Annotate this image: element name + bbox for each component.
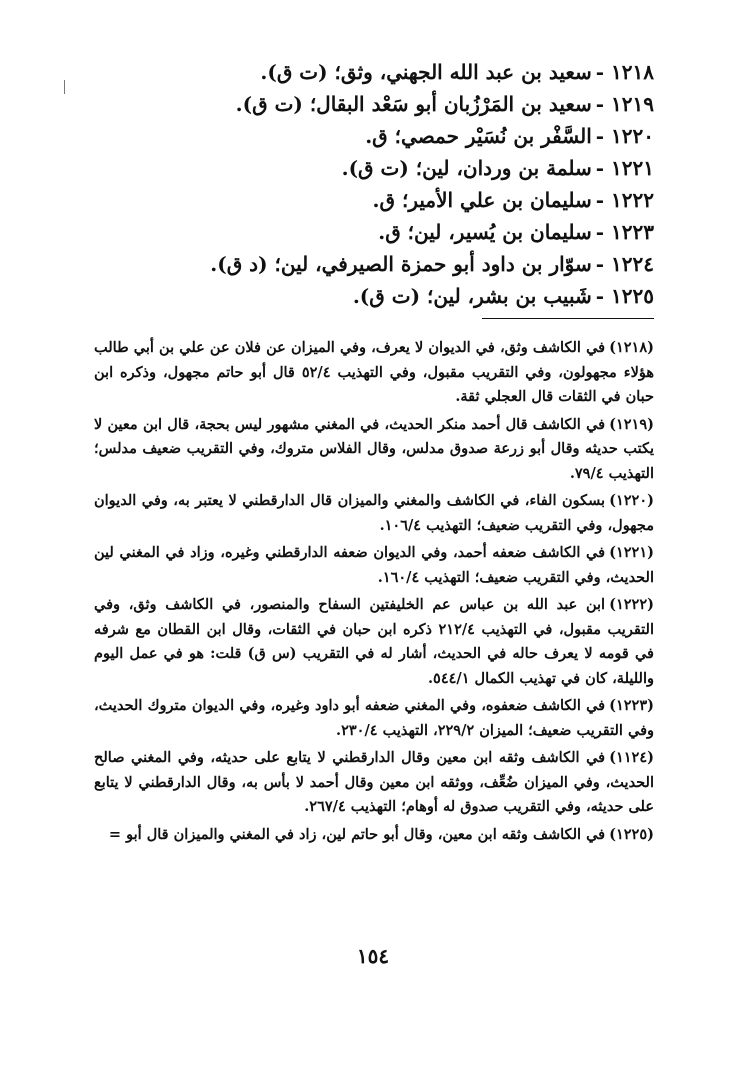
footnote-number: (١٢٢١) bbox=[609, 544, 654, 561]
entry-text: سعيد بن عبد الله الجهني، وثق؛ (ت ق). bbox=[260, 60, 592, 84]
footnote-1222 bbox=[94, 593, 654, 691]
entry-number: ١٢٢٥ - bbox=[595, 284, 654, 308]
entry-text: شَبيب بن بشر، لين؛ (ت ق). bbox=[352, 284, 592, 308]
footnote-number: (١٢٢٢) bbox=[609, 596, 654, 613]
footnote-1220 bbox=[94, 489, 654, 538]
entry-1218 bbox=[54, 56, 654, 88]
entry-1223 bbox=[54, 216, 654, 248]
footnote-text: في الكاشف ضعفه أحمد، وفي الديوان ضعفه الدارقطني وغيره، وزاد في المغني لين الحديث، وفي التقريب ضعيف؛ التهذيب ١٦٠/٤. bbox=[94, 544, 654, 586]
entry-text: سوّار بن داود أبو حمزة الصيرفي، لين؛ (د ق). bbox=[210, 252, 592, 276]
entry-text: سليمان بن يُسير، لين؛ ق. bbox=[378, 220, 592, 244]
footnote-text: في الكاشف وثقه ابن معين، وقال أبو حاتم لين، زاد في المغني والميزان قال أبو = bbox=[108, 825, 606, 843]
entry-number: ١٢٢٠ - bbox=[595, 124, 654, 148]
entry-1222 bbox=[54, 184, 654, 216]
footnote-1223 bbox=[94, 694, 654, 743]
entry-number: ١٢٢٤ - bbox=[595, 252, 654, 276]
footnote-number: (١٢١٩) bbox=[609, 415, 654, 433]
footnote-text: ابن عبد الله بن عباس عم الخليفتين السفاح والمنصور، في الكاشف وثق، وفي التقريب مقبول، في التهذيب ٢١٢/٤ ذكره ابن حبان في الثقات، وقال ابن القطان مع شرفه في قومه لا يعرف حاله في الحديث، أشار له في التقريب (س ق) قلت: هو في عمل اليوم والليلة، كان في تهذيب الكمال ٥٤٤/١. bbox=[94, 596, 654, 687]
entry-number: ١٢١٨ - bbox=[595, 60, 654, 84]
footnote-text: في الكاشف قال أحمد منكر الحديث، في المغني مشهور ليس بحجة، قال ابن معين لا يكتب حديثه وقال أبو زرعة صدوق مدلس، وقال الفلاس متروك، وفي التقريب ضعيف مدلس؛ التهذيب ٧٩/٤. bbox=[94, 415, 654, 482]
page-number: ١٥٤ bbox=[356, 944, 390, 968]
entry-number: ١٢٢٣ - bbox=[595, 220, 654, 244]
footnote-number: (١١٢٤) bbox=[609, 749, 654, 766]
footnote-number: (١٢٢٣) bbox=[609, 697, 654, 714]
entry-1220 bbox=[54, 120, 654, 152]
footnote-text: في الكاشف ضعفوه، وفي المغني ضعفه أبو داود وغيره، وفي الديوان متروك الحديث، وفي التقريب ضعيف؛ الميزان ٢٢٩/٢، التهذيب ٢٣٠/٤. bbox=[94, 697, 654, 739]
entry-1225 bbox=[54, 280, 654, 312]
entry-text: سعيد بن المَرْزُبان أبو سَعْد البقال؛ (ت ق). bbox=[235, 92, 592, 116]
entry-text: سليمان بن علي الأمير؛ ق. bbox=[372, 188, 592, 212]
footnotes bbox=[94, 336, 654, 850]
entry-number: ١٢٢١ - bbox=[595, 156, 654, 180]
footnote-text: في الكاشف وثق، في الديوان لا يعرف، وفي الميزان عن فلان عن علي بن أبي طالب هؤلاء مجهولون، وفي التقريب مقبول، وفي التهذيب ٥٢/٤ قال أبو حاتم مجهول، وذكره ابن حبان في الثقات قال العجلي ثقة. bbox=[94, 339, 654, 405]
entries-list bbox=[54, 56, 654, 312]
entry-number: ١٢٢٢ - bbox=[595, 188, 654, 212]
entry-1224 bbox=[54, 248, 654, 280]
entry-number: ١٢١٩ - bbox=[595, 92, 654, 116]
entry-1221 bbox=[54, 152, 654, 184]
footnote-number: (١٢٢٠) bbox=[609, 492, 654, 509]
footnote-number: (١٢٢٥) bbox=[609, 825, 654, 843]
footnote-1221 bbox=[94, 541, 654, 590]
entry-text: السَّفْر بن نُسَيْر حمصي؛ ق. bbox=[365, 124, 592, 148]
entry-text: سلمة بن وردان، لين؛ (ت ق). bbox=[341, 156, 592, 180]
footnote-text: بسكون الفاء، في الكاشف والمغني والميزان قال الدارقطني لا يعتبر به، وفي الديوان مجهول، وفي التقريب ضعيف؛ التهذيب ١٠٦/٤. bbox=[94, 492, 654, 534]
footnote-number: (١٢١٨) bbox=[609, 339, 654, 356]
footnote-1224 bbox=[94, 746, 654, 820]
entry-1219 bbox=[54, 88, 654, 120]
footnote-1219 bbox=[94, 413, 654, 487]
footnote-text: في الكاشف وثقه ابن معين وقال الدارقطني لا يتابع على حديثه، وفي المغني صالح الحديث، وفي الميزان ضُعِّف، ووثقه ابن معين وقال أحمد لا بأس به، وقال الدارقطني لا يتابع على حديثه، وفي التقريب صدوق له أوهام؛ التهذيب ٢٦٧/٤. bbox=[94, 749, 654, 815]
footnote-1225 bbox=[94, 823, 654, 848]
footnote-1218 bbox=[94, 336, 654, 410]
footnote-divider bbox=[482, 318, 654, 319]
